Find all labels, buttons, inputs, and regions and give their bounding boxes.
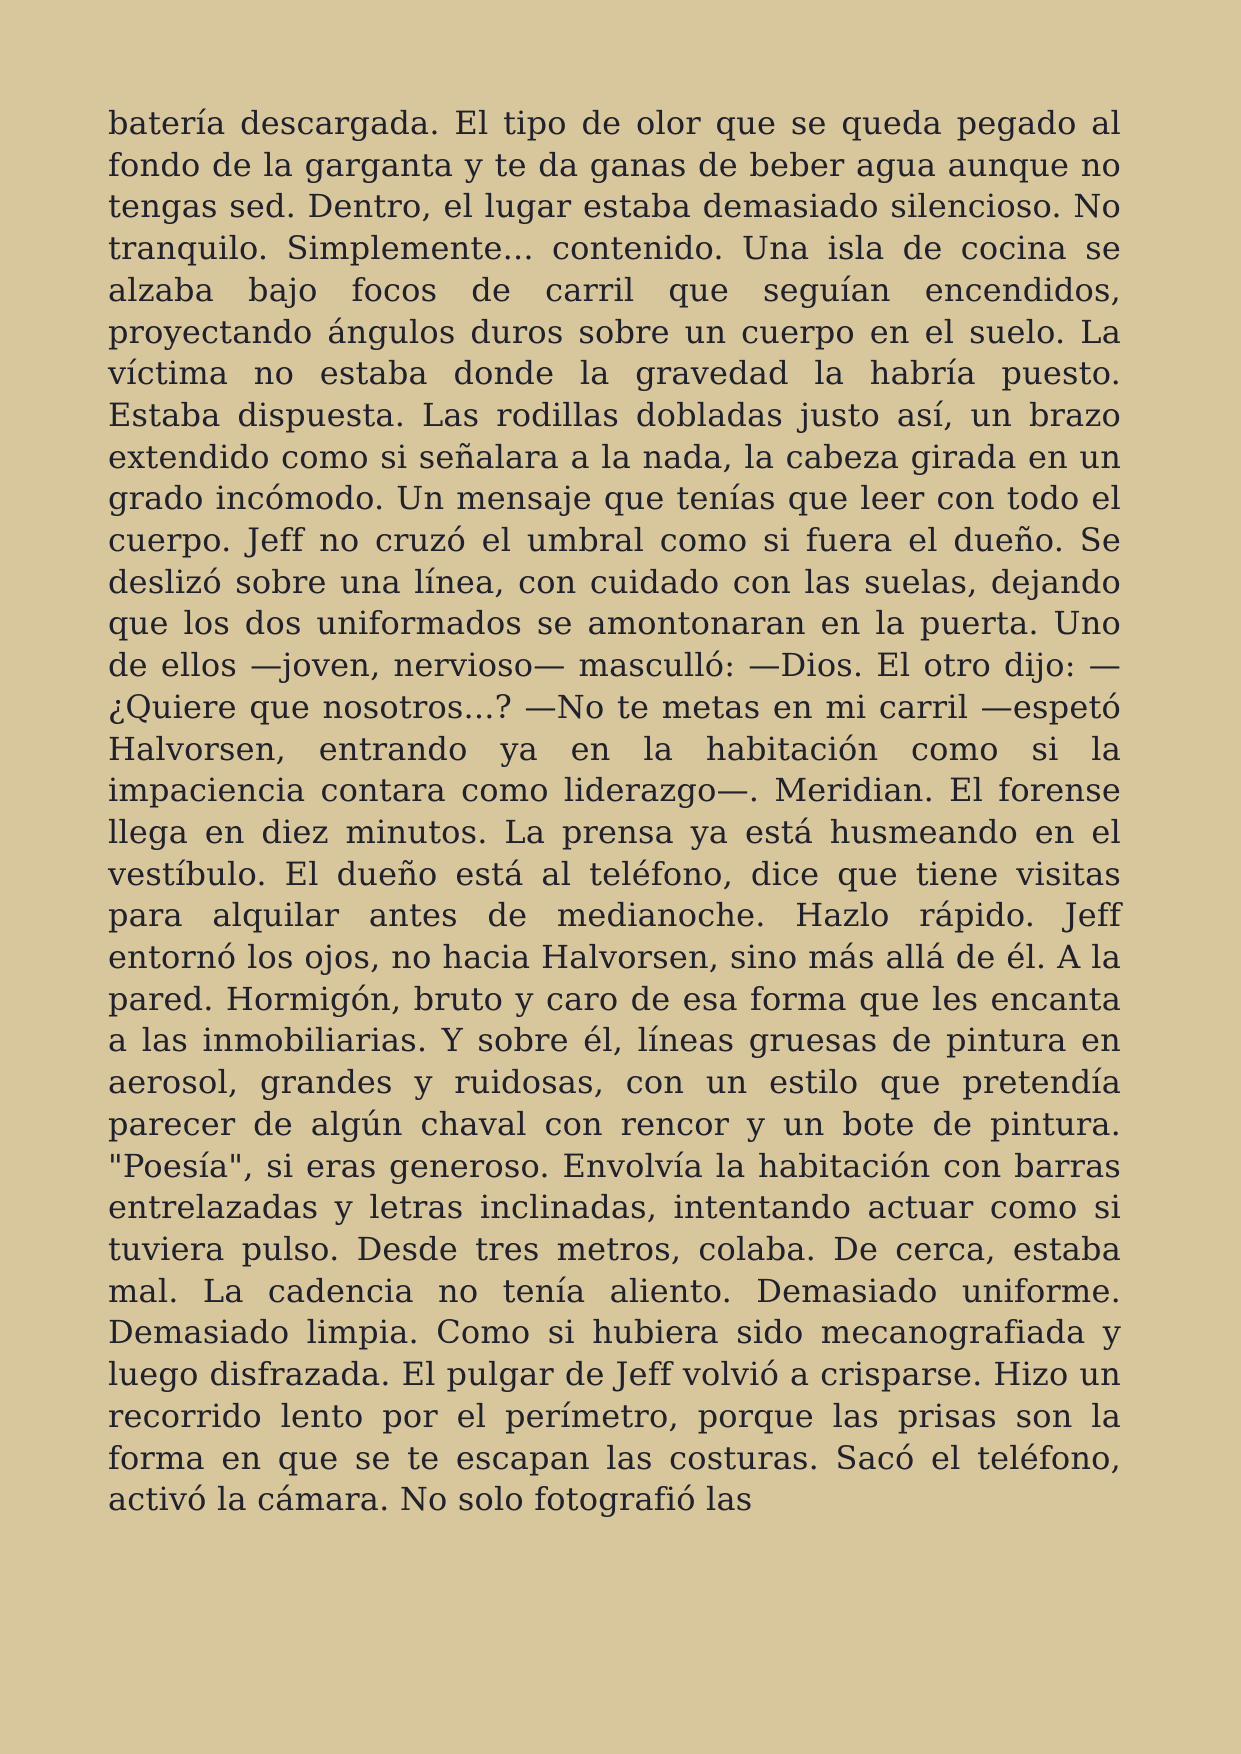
body-paragraph: batería descargada. El tipo de olor que se queda pegado al fondo de la garganta y te da ganas de beber agua aunque no tengas sed. Dentro, el lugar estaba demasiado silencioso. No tranquilo. Simplemente... contenido. Una isla de cocina se alzaba bajo focos de carril que seguían encendidos, proyectando ángulos duros sobre un cuerpo en el suelo. La víctima no estaba donde la gravedad la habría puesto. Estaba dispuesta. Las rodillas dobladas justo así, un brazo extendido como si señalara a la nada, la cabeza girada en un grado incómodo. Un mensaje que tenías que leer con todo el cuerpo. Jeff no cruzó el umbral como si fuera el dueño. Se deslizó sobre una línea, con cuidado con las suelas, dejando que los dos uniformados se amontonaran en la puerta. Uno de ellos —joven, nervioso— masculló: —Dios. El otro dijo: —¿Quiere que nosotros...? —No te metas en mi carril —espetó Halvorsen, entrando ya en la habitación como si la impaciencia contara como liderazgo—. Meridian. El forense llega en diez minutos. La prensa ya está husmeando en el vestíbulo. El dueño está al teléfono, dice que tiene visitas para alquilar antes de medianoche. Hazlo rápido. Jeff entornó los ojos, no hacia Halvorsen, sino más allá de él. A la pared. Hormigón, bruto y caro de esa forma que les encanta a las inmobiliarias. Y sobre él, líneas gruesas de pintura en aerosol, grandes y ruidosas, con un estilo que pretendía parecer de algún chaval con rencor y un bote de pintura. "Poesía", si eras generoso. Envolvía la habitación con barras entrelazadas y letras inclinadas, intentando actuar como si tuviera pulso. Desde tres metros, colaba. De cerca, estaba mal. La cadencia no tenía aliento. Demasiado uniforme. Demasiado limpia. Como si hubiera sido mecanografiada y luego disfrazada. El pulgar de Jeff volvió a crisparse. Hizo un recorrido lento por el perímetro, porque las prisas son la forma en que se te escapan las costuras. Sacó el teléfono, activó la cámara. No solo fotografió las (108, 104, 1121, 1519)
